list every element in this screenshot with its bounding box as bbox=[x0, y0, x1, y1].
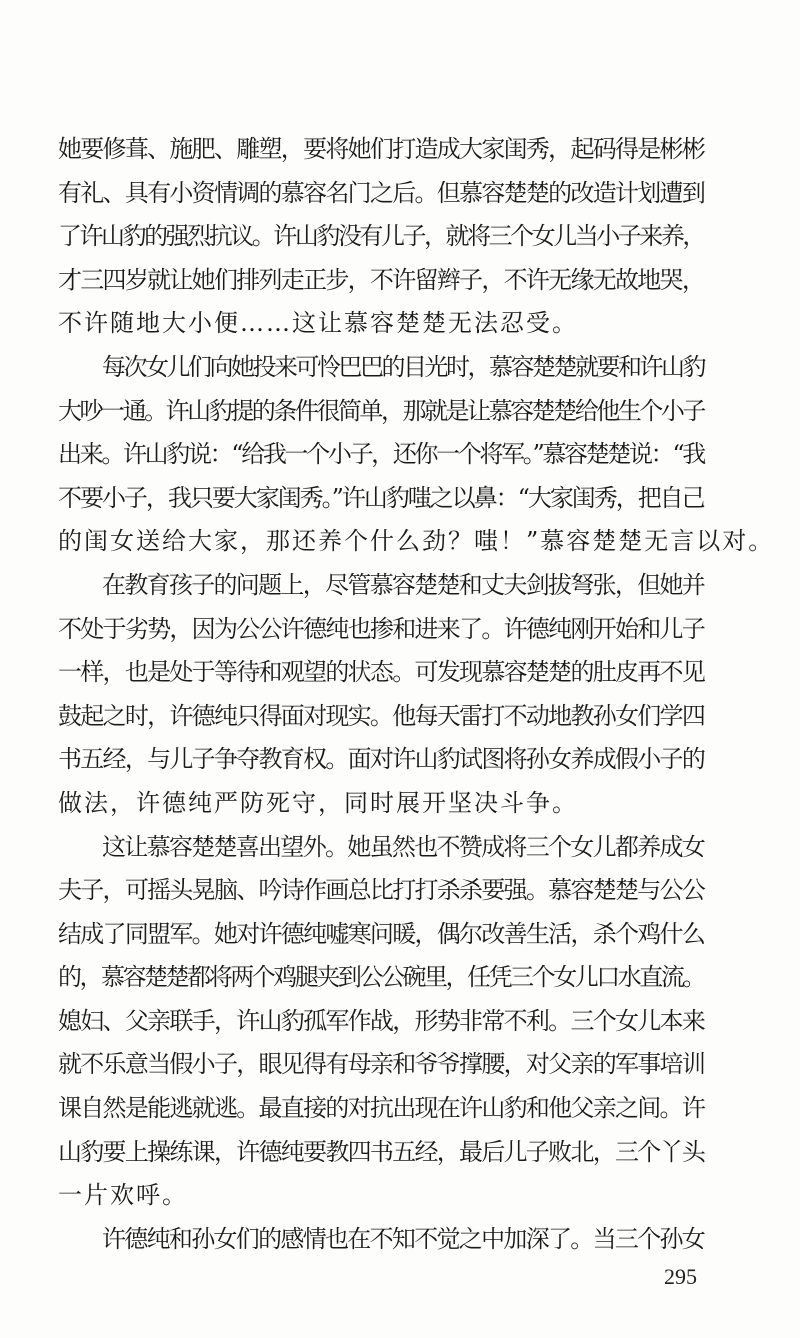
text-line: 出来。许山豹说：“给我一个小子，还你一个将军。”慕容楚楚说：“我 bbox=[58, 440, 704, 469]
text-line: 一片欢呼。 bbox=[58, 1181, 188, 1210]
text-line: 夫子，可摇头晃脑、吟诗作画总比打打杀杀要强。慕容楚楚与公公 bbox=[58, 876, 705, 905]
text-line: 课自然是能逃就逃。最直接的对抗出现在许山豹和他父亲之间。许 bbox=[58, 1094, 705, 1123]
text-line: 一样，也是处于等待和观望的状态。可发现慕容楚楚的肚皮再不见 bbox=[58, 658, 705, 687]
text-line: 的闺女送给大家，那还养个什么劲？嗤！”慕容楚楚无言以对。 bbox=[58, 527, 775, 556]
text-line: 结成了同盟军。她对许德纯嘘寒问暖，偶尔改善生活，杀个鸡什么 bbox=[58, 919, 705, 948]
text-line: 许德纯和孙女们的感情也在不知不觉之中加深了。当三个孙女 bbox=[102, 1224, 705, 1253]
text-line: 大吵一通。许山豹提的条件很简单，那就是让慕容楚楚给他生个小子 bbox=[58, 396, 704, 425]
text-line: 媳妇、父亲联手，许山豹孤军作战，形势非常不利。三个女儿本来 bbox=[58, 1006, 705, 1035]
text-line: 鼓起之时，许德纯只得面对现实。他每天雷打不动地教孙女们学四 bbox=[58, 701, 705, 730]
text-line: 才三四岁就让她们排列走正步，不许留辫子，不许无缘无故地哭， bbox=[58, 265, 705, 294]
text-line: 不要小子，我只要大家闺秀。”许山豹嗤之以鼻：“大家闺秀，把自己 bbox=[58, 483, 704, 512]
text-line: 就不乐意当假小子，眼见得有母亲和爷爷撑腰，对父亲的军事培训 bbox=[58, 1050, 705, 1079]
text-line: 每次女儿们向她投来可怜巴巴的目光时，慕容楚楚就要和许山豹 bbox=[102, 352, 704, 381]
body-text bbox=[58, 128, 775, 1261]
text-line: 做法，许德纯严防死守，同时展开坚决斗争。 bbox=[58, 788, 578, 817]
page-number: 295 bbox=[664, 1264, 697, 1289]
text-line: 这让慕容楚楚喜出望外。她虽然也不赞成将三个女儿都养成女 bbox=[102, 832, 705, 861]
text-line: 在教育孩子的问题上，尽管慕容楚楚和丈夫剑拔弩张，但她并 bbox=[102, 570, 705, 599]
text-line: 有礼、具有小资情调的慕容名门之后。但慕容楚楚的改造计划遭到 bbox=[58, 178, 705, 207]
text-line: 不处于劣势，因为公公许德纯也掺和进来了。许德纯刚开始和儿子 bbox=[58, 614, 705, 643]
text-line: 山豹要上操练课，许德纯要教四书五经，最后儿子败北，三个丫头 bbox=[58, 1137, 705, 1166]
text-line: 不许随地大小便……这让慕容楚楚无法忍受。 bbox=[58, 309, 578, 338]
text-line: 书五经，与儿子争夺教育权。面对许山豹试图将孙女养成假小子的 bbox=[58, 745, 705, 774]
text-line: 的，慕容楚楚都将两个鸡腿夹到公公碗里，任凭三个女儿口水直流。 bbox=[58, 963, 704, 992]
text-line: 她要修葺、施肥、雕塑，要将她们打造成大家闺秀，起码得是彬彬 bbox=[58, 135, 705, 163]
text-line: 了许山豹的强烈抗议。许山豹没有儿子，就将三个女儿当小子来养， bbox=[58, 222, 704, 251]
